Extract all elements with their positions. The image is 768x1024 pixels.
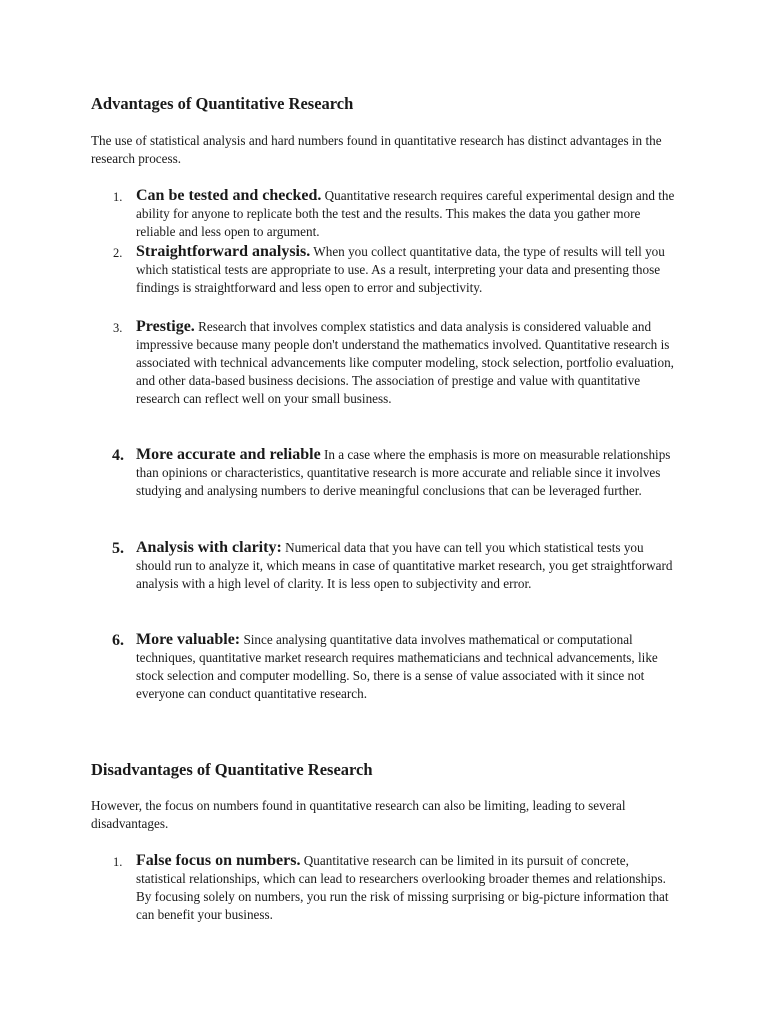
disadvantage-lead: False focus on numbers. bbox=[136, 852, 301, 869]
advantage-text bbox=[136, 187, 679, 241]
advantage-lead: More accurate and reliable bbox=[136, 446, 321, 463]
list-number: 6. bbox=[112, 632, 124, 649]
disadvantage-item bbox=[91, 852, 681, 924]
disadvantage-text bbox=[136, 852, 679, 924]
advantage-text bbox=[136, 318, 679, 408]
list-number: 5. bbox=[112, 540, 124, 557]
disadvantage-body: Quantitative research can be limited in its pursuit of concrete, statistical relationships, which can lead to researchers overlooking broader themes and relationships. By focusing solely on numbers, you run the risk of missing surprising or big-picture information that can benefit your business. bbox=[136, 853, 669, 922]
advantage-lead: Prestige. bbox=[136, 318, 195, 335]
advantage-body: Numerical data that you have can tell you which statistical tests you should run to analyze it, which means in case of quantitative market research, you get straightforward analysis with a high level of clarity. It is less open to subjectivity and error. bbox=[136, 540, 673, 591]
list-number: 3. bbox=[113, 321, 123, 335]
advantage-lead: Straightforward analysis. bbox=[136, 243, 311, 260]
advantages-intro: The use of statistical analysis and hard numbers found in quantitative research has distinct advantages in the research process. bbox=[91, 133, 662, 166]
list-number: 4. bbox=[112, 447, 124, 464]
advantages-heading: Advantages of Quantitative Research bbox=[91, 94, 354, 113]
advantage-lead: Analysis with clarity: bbox=[136, 539, 282, 556]
advantage-item bbox=[91, 187, 681, 241]
disadvantages-heading: Disadvantages of Quantitative Research bbox=[91, 760, 373, 779]
advantage-text bbox=[136, 539, 679, 593]
advantage-body: Since analysing quantitative data involves mathematical or computational techniques, quantitative market research requires mathematicians and technical advancements, like stock selection and computer modelling. So, there is a sense of value associated with it since not everyone can conduct quantitative research. bbox=[136, 632, 658, 701]
advantage-item bbox=[91, 631, 681, 703]
advantage-body: Quantitative research requires careful experimental design and the ability for anyone to replicate both the test and the results. This makes the data you gather more reliable and less open to argument. bbox=[136, 188, 675, 239]
advantage-text bbox=[136, 631, 679, 703]
advantage-body: Research that involves complex statistics and data analysis is considered valuable and impressive because many people don't understand the mathematics involved. Quantitative research is associated with technical advancements like computer modeling, stock selection, portfolio evaluation, and other data-based business decisions. The association of prestige and value with quantitative research can reflect well on your small business. bbox=[136, 319, 674, 406]
advantage-item bbox=[91, 539, 681, 593]
list-number: 1. bbox=[113, 190, 123, 204]
advantage-lead: More valuable: bbox=[136, 631, 241, 648]
advantage-body: When you collect quantitative data, the type of results will tell you which statistical tests are appropriate to use. As a result, interpreting your data and presenting those findings is straightforward and less open to error and subjectivity. bbox=[136, 244, 665, 295]
disadvantages-intro: However, the focus on numbers found in quantitative research can also be limiting, leading to several disadvantages. bbox=[91, 798, 626, 831]
advantage-item bbox=[91, 243, 681, 297]
list-number: 1. bbox=[113, 855, 123, 869]
advantage-text bbox=[136, 446, 679, 500]
advantage-item bbox=[91, 318, 681, 408]
advantage-text bbox=[136, 243, 679, 297]
advantage-item bbox=[91, 446, 681, 500]
advantage-lead: Can be tested and checked. bbox=[136, 187, 322, 204]
advantage-body: In a case where the emphasis is more on measurable relationships than opinions or characteristics, quantitative research is more accurate and reliable since it involves studying and analysing numbers to derive meaningful conclusions that can be leveraged further. bbox=[136, 447, 671, 498]
list-number: 2. bbox=[113, 246, 123, 260]
